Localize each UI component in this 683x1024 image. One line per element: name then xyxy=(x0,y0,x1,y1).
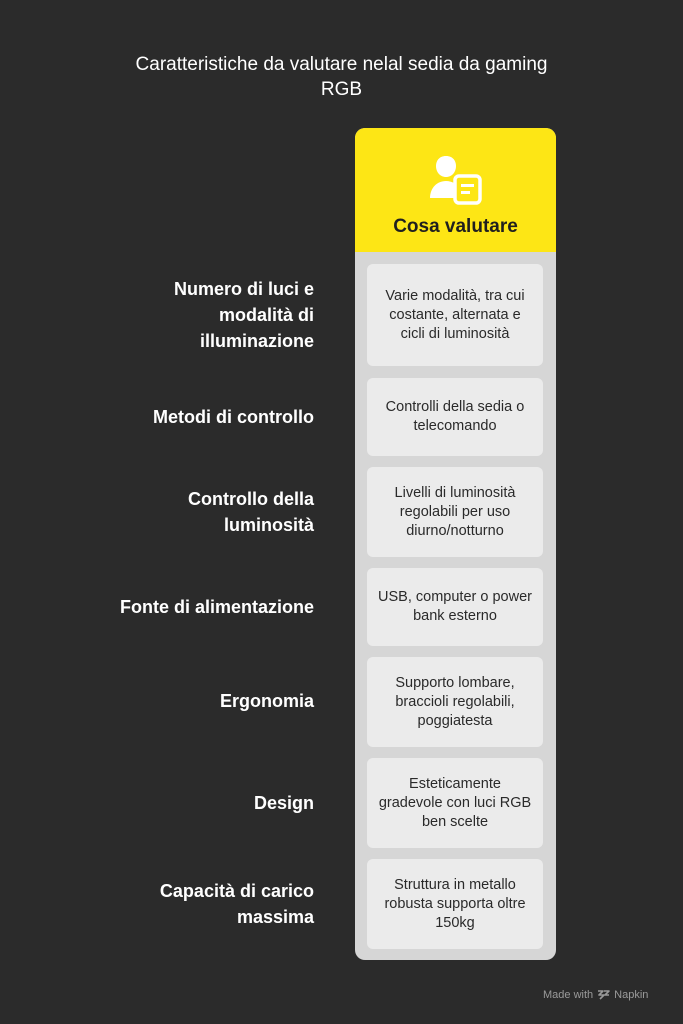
page-title: Caratteristiche da valutare nelal sedia da gaming RGB xyxy=(135,54,548,100)
row-label-power-source: Fonte di alimentazione xyxy=(119,597,314,617)
made-with-napkin-footer xyxy=(543,989,648,1001)
row-label-control-methods: Metodi di controllo xyxy=(153,407,314,427)
row-label-lights-modes: Numero di luci e modalità di illuminazione xyxy=(173,279,314,351)
row-value-max-load: Struttura in metallo robusta supporta oltre 150kg xyxy=(367,859,543,949)
row-value-ergonomics: Supporto lombare, braccioli regolabili, poggiatesta xyxy=(367,657,543,747)
row-label-max-load: Capacità di carico massima xyxy=(159,881,314,927)
made-with-label: Made with xyxy=(543,989,594,1001)
napkin-brand-label: Napkin xyxy=(614,989,649,1001)
napkin-logo-icon xyxy=(597,989,610,1001)
row-label-design: Design xyxy=(253,793,314,813)
row-value-design: Esteticamente gradevole con luci RGB ben scelte xyxy=(367,758,543,848)
row-value-power-source: USB, computer o power bank esterno xyxy=(367,568,543,646)
row-value-lights-modes: Varie modalità, tra cui costante, alternata e cicli di luminosità xyxy=(367,264,543,366)
column-header-label: Cosa valutare xyxy=(393,216,518,237)
row-label-brightness-control: Controllo della luminosità xyxy=(188,489,314,535)
row-label-ergonomics: Ergonomia xyxy=(219,691,314,711)
person-checklist-icon xyxy=(428,150,484,206)
row-value-control-methods: Controlli della sedia o telecomando xyxy=(367,378,543,456)
row-value-brightness-control: Livelli di luminosità regolabili per uso diurno/notturno xyxy=(367,467,543,557)
column-header xyxy=(355,128,556,252)
